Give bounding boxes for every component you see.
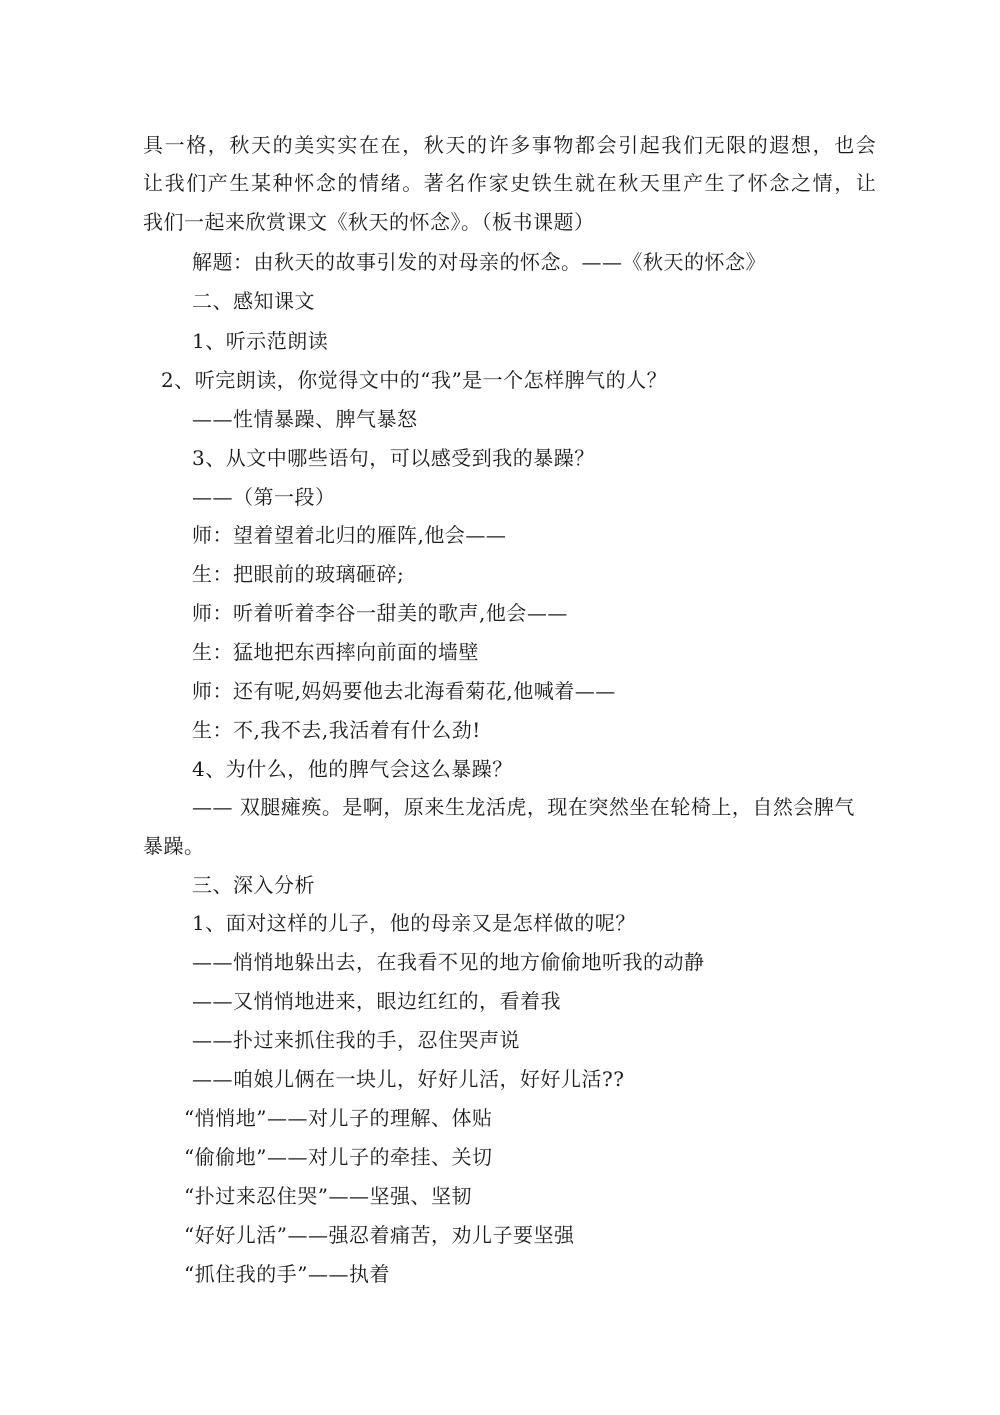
text-line: 1、面对这样的儿子，他的母亲又是怎样做的呢？ — [192, 911, 636, 935]
text-line: ——性情暴躁、脾气暴怒 — [192, 407, 418, 431]
text-line: 2、听完朗读，你觉得文中的“我”是一个怎样脾气的人？ — [161, 368, 668, 392]
text-line: 师：听着听着李谷一甜美的歌声,他会—— — [192, 601, 568, 625]
text-line: 生：不,我不去,我活着有什么劲! — [192, 718, 481, 742]
text-line: —— 双腿瘫痪。是啊，原来生龙活虎，现在突然坐在轮椅上，自然会脾气 — [192, 795, 855, 819]
section-heading: 二、感知课文 — [192, 289, 315, 313]
text-line: 生：猛地把东西摔向前面的墙壁 — [192, 640, 479, 664]
text-line: “好好儿活”——强忍着痛苦，劝儿子要坚强 — [184, 1223, 575, 1247]
text-line: ——（第一段） — [192, 485, 336, 509]
text-line: “悄悄地”——对儿子的理解、体贴 — [184, 1106, 493, 1130]
text-line: “抓住我的手”——执着 — [184, 1262, 390, 1286]
text-line: 1、听示范朗读 — [192, 329, 329, 353]
text-line: 4、为什么，他的脾气会这么暴躁？ — [192, 757, 513, 781]
text-line: 暴躁。 — [143, 834, 205, 858]
text-line: 我们一起来欣赏课文《秋天的怀念》。（板书课题） — [143, 210, 595, 234]
text-line: ——咱娘儿俩在一块儿，好好儿活，好好儿活?? — [192, 1067, 625, 1091]
text-line: 生：把眼前的玻璃砸碎; — [192, 562, 405, 586]
text-line: “偷偷地”——对儿子的牵挂、关切 — [184, 1145, 493, 1169]
text-line: “扑过来忍住哭”——坚强、坚韧 — [184, 1184, 472, 1208]
section-heading: 三、深入分析 — [192, 873, 315, 897]
text-line: ——扑过来抓住我的手，忍住哭声说 — [192, 1028, 520, 1052]
text-line: ——又悄悄地进来，眼边红红的，看着我 — [192, 989, 561, 1013]
text-line: 师：望着望着北归的雁阵,他会—— — [192, 523, 507, 547]
text-line: 解题：由秋天的故事引发的对母亲的怀念。——《秋天的怀念》 — [192, 250, 766, 274]
text-line: ——悄悄地躲出去，在我看不见的地方偷偷地听我的动静 — [192, 950, 705, 974]
text-line: 3、从文中哪些语句，可以感受到我的暴躁？ — [192, 446, 595, 470]
text-line: 让我们产生某种怀念的情绪。著名作家史铁生就在秋天里产生了怀念之情，让 — [143, 171, 878, 195]
text-line: 师：还有呢,妈妈要他去北海看菊花,他喊着—— — [192, 679, 616, 703]
text-line: 具一格，秋天的美实实在在，秋天的许多事物都会引起我们无限的遐想，也会 — [143, 133, 878, 157]
